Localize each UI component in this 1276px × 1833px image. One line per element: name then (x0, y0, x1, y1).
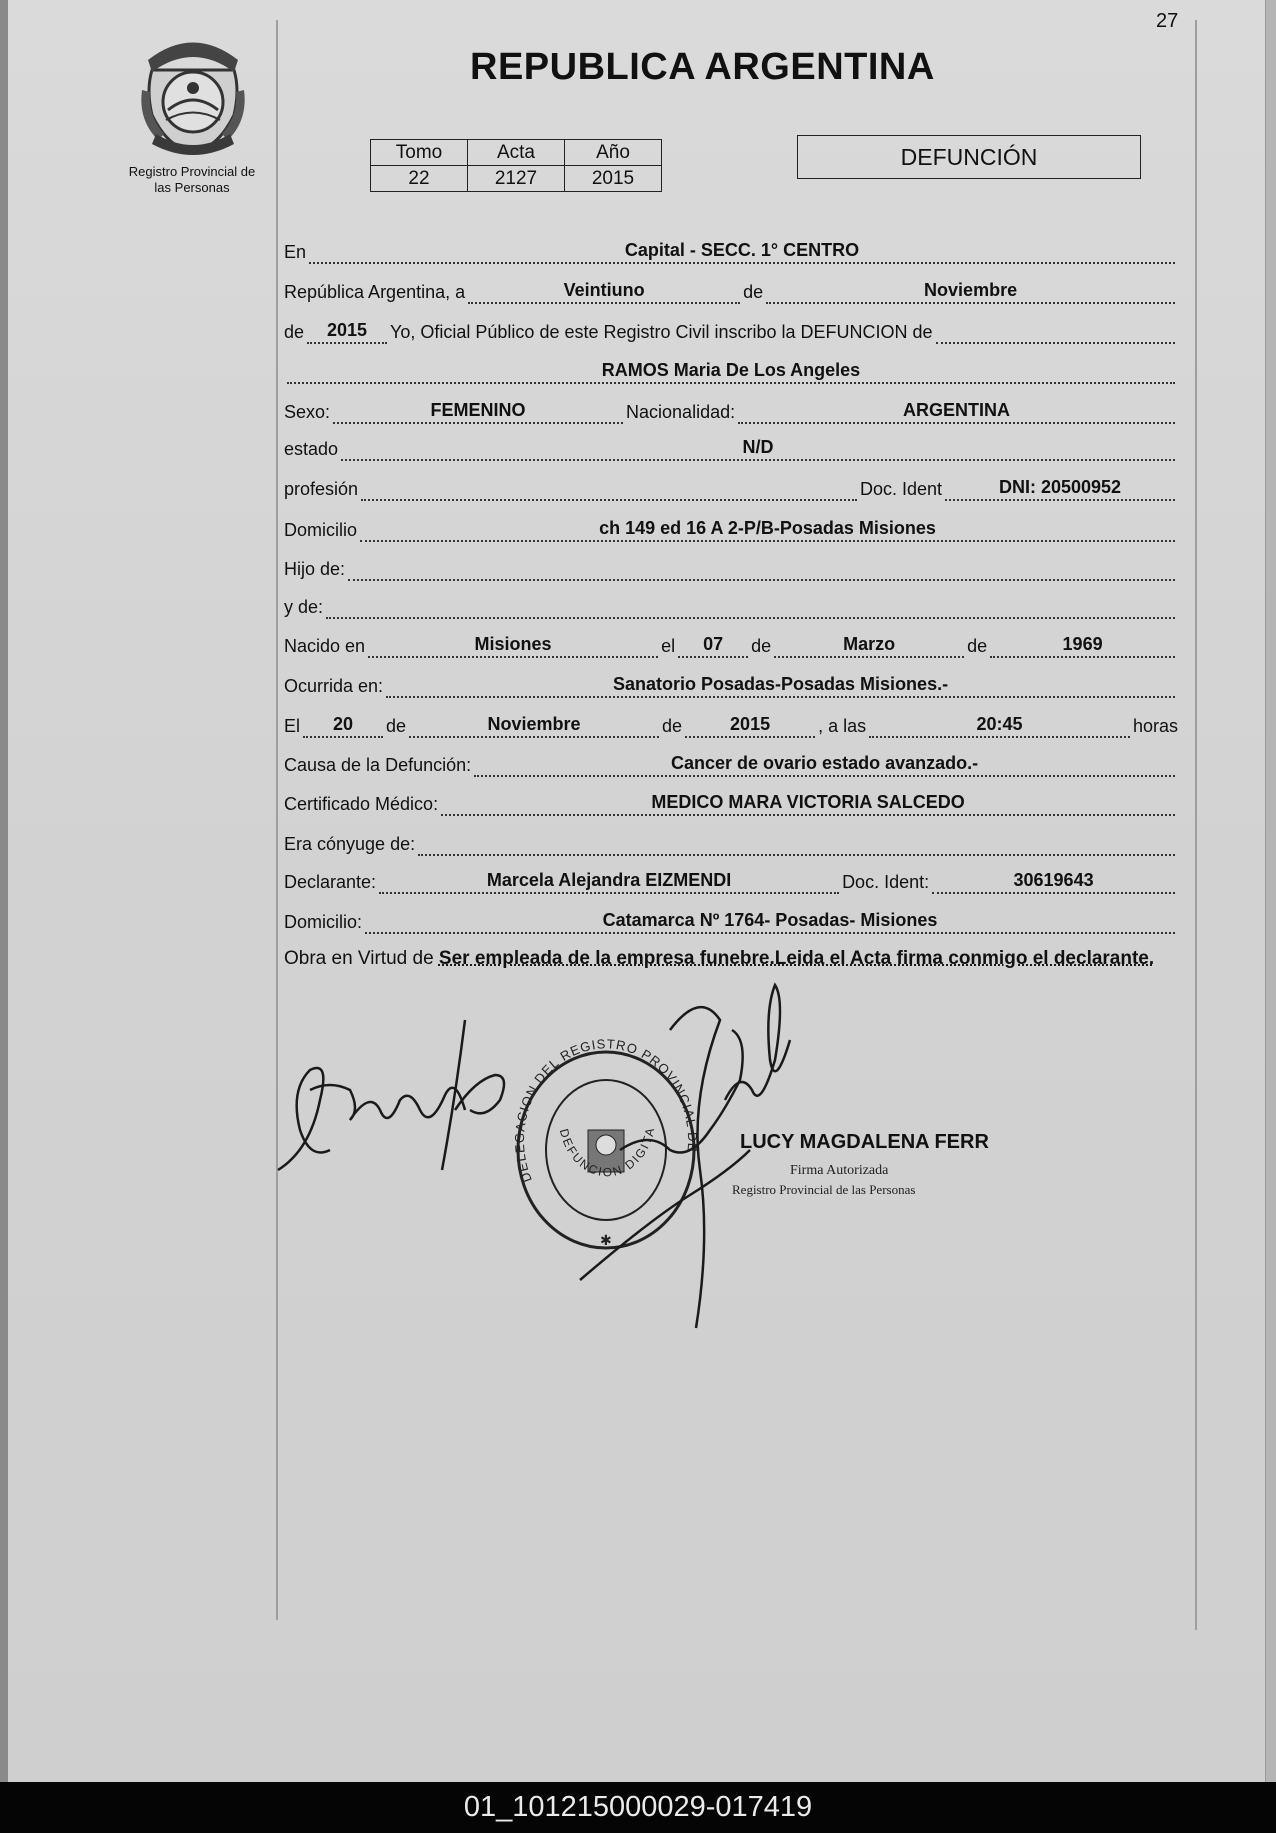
row-profesion (284, 477, 1178, 501)
decl-doc-label: Doc. Ident: (842, 872, 930, 892)
death-month: Noviembre (409, 714, 659, 738)
acta-value: 2127 (468, 166, 565, 192)
page-number: 27 (1156, 10, 1179, 32)
row-year (284, 320, 1178, 344)
yo-trailing-blank (936, 320, 1175, 344)
declarant-signature (278, 1020, 504, 1170)
registry-name-line1: Registro Provincial de (128, 164, 256, 179)
anio-value: 2015 (565, 166, 662, 192)
conyuge-value (418, 832, 1175, 856)
domicilio-label: Domicilio (284, 520, 358, 540)
scan-left-edge (0, 0, 8, 1782)
nacido-value: Misiones (368, 634, 658, 658)
decl-domicilio-label: Domicilio: (284, 912, 363, 932)
nacionalidad-label: Nacionalidad: (626, 402, 736, 422)
certificado-label: Certificado Médico: (284, 794, 439, 814)
nacionalidad-value: ARGENTINA (738, 400, 1175, 424)
stamp-inner-text: DEFUNCION DIGITA (556, 1124, 658, 1180)
de-label: de (743, 282, 764, 302)
death-time: 20:45 (869, 714, 1130, 738)
day-value: Veintiuno (468, 280, 740, 304)
year-label: de (284, 322, 305, 342)
el-label: el (661, 636, 676, 656)
row-sexo (284, 400, 1178, 424)
row-yde (284, 595, 1178, 619)
decl-domicilio-value: Catamarca Nº 1764- Posadas- Misiones (365, 910, 1175, 934)
en-label: En (284, 242, 307, 262)
row-obra (284, 945, 1189, 973)
death-year: 2015 (685, 714, 815, 738)
birth-month: Marzo (774, 634, 964, 658)
row-name (284, 360, 1178, 384)
official-office: Registro Provincial de las Personas (732, 1182, 916, 1197)
ocurrida-label: Ocurrida en: (284, 676, 384, 696)
row-certificado (284, 792, 1178, 816)
declarante-label: Declarante: (284, 872, 377, 892)
doc-value: DNI: 20500952 (945, 477, 1175, 501)
tomo-value: 22 (371, 166, 468, 192)
nacido-label: Nacido en (284, 636, 366, 656)
en-value: Capital - SECC. 1° CENTRO (309, 240, 1175, 264)
reference-table (370, 139, 662, 192)
decl-doc-value: 30619643 (932, 870, 1175, 894)
death-day: 20 (303, 714, 383, 738)
row-nacido (284, 634, 1178, 658)
provincial-emblem (138, 30, 248, 155)
conyuge-label: Era cónyuge de: (284, 834, 416, 854)
row-en (284, 240, 1178, 264)
row-conyuge (284, 832, 1178, 856)
alas-label: , a las (818, 716, 867, 736)
acta-header: Acta (468, 140, 565, 166)
svg-text:✱: ✱ (600, 1232, 612, 1248)
estado-value: N/D (341, 437, 1175, 461)
profesion-value (361, 477, 857, 501)
row-decl-domicilio (284, 910, 1178, 934)
ocurrida-value: Sanatorio Posadas-Posadas Misiones.- (386, 674, 1175, 698)
yo-text: Yo, Oficial Público de este Registro Civil inscribo la DEFUNCION de (390, 322, 933, 342)
month-value: Noviembre (766, 280, 1175, 304)
yde-label: y de: (284, 597, 324, 617)
certificado-value: MEDICO MARA VICTORIA SALCEDO (441, 792, 1175, 816)
deceased-name: RAMOS Maria De Los Angeles (287, 360, 1175, 384)
registry-name (112, 164, 272, 196)
row-causa (284, 753, 1178, 777)
tomo-header: Tomo (371, 140, 468, 166)
birth-year: 1969 (990, 634, 1175, 658)
scan-right-edge (1265, 0, 1276, 1782)
death-de1: de (386, 716, 407, 736)
stamp-ring-text: DELEGACION DEL REGISTRO PROVINCIAL DE (511, 1036, 701, 1185)
birth-de2: de (967, 636, 988, 656)
sexo-label: Sexo: (284, 402, 331, 422)
row-death-date (284, 714, 1178, 738)
horas-label: horas (1132, 716, 1178, 736)
document-id: 01_101215000029-017419 (0, 1782, 1276, 1833)
hijo-label: Hijo de: (284, 559, 346, 579)
birth-de1: de (751, 636, 772, 656)
anio-header: Año (565, 140, 662, 166)
registry-name-line2: las Personas (154, 180, 230, 195)
registry-stamp (270, 980, 700, 1248)
obra-label: Obra en Virtud de (284, 948, 434, 969)
row-domicilio (284, 518, 1178, 542)
doc-label: Doc. Ident (859, 479, 942, 499)
left-margin-line (276, 20, 278, 1620)
el2-label: El (284, 716, 301, 736)
hijo-value (348, 557, 1175, 581)
row-ocurrida (284, 674, 1178, 698)
obra-value: Ser empleada de la empresa funebre.Leida el Acta firma conmigo el declarante. (438, 948, 1155, 969)
row-estado (284, 437, 1178, 461)
right-margin-line (1195, 20, 1197, 1630)
declarante-value: Marcela Alejandra EIZMENDI (379, 870, 839, 894)
official-name: LUCY MAGDALENA FERR (740, 1131, 989, 1153)
row-declarante (284, 870, 1178, 894)
record-type-box: DEFUNCIÓN (797, 135, 1141, 179)
row-date (284, 280, 1178, 304)
profesion-label: profesión (284, 479, 359, 499)
domicilio-value: ch 149 ed 16 A 2-P/B-Posadas Misiones (360, 518, 1175, 542)
estado-label: estado (284, 439, 339, 459)
causa-value: Cancer de ovario estado avanzado.- (474, 753, 1175, 777)
republica-label: República Argentina, a (284, 282, 466, 302)
birth-day: 07 (678, 634, 748, 658)
causa-label: Causa de la Defunción: (284, 755, 472, 775)
official-role: Firma Autorizada (790, 1163, 889, 1178)
row-hijo (284, 557, 1178, 581)
sexo-value: FEMENINO (333, 400, 623, 424)
document-title: REPUBLICA ARGENTINA (470, 46, 935, 88)
yde-value (326, 595, 1175, 619)
signature-area (270, 980, 990, 1340)
death-de2: de (662, 716, 683, 736)
year-value: 2015 (307, 320, 387, 344)
